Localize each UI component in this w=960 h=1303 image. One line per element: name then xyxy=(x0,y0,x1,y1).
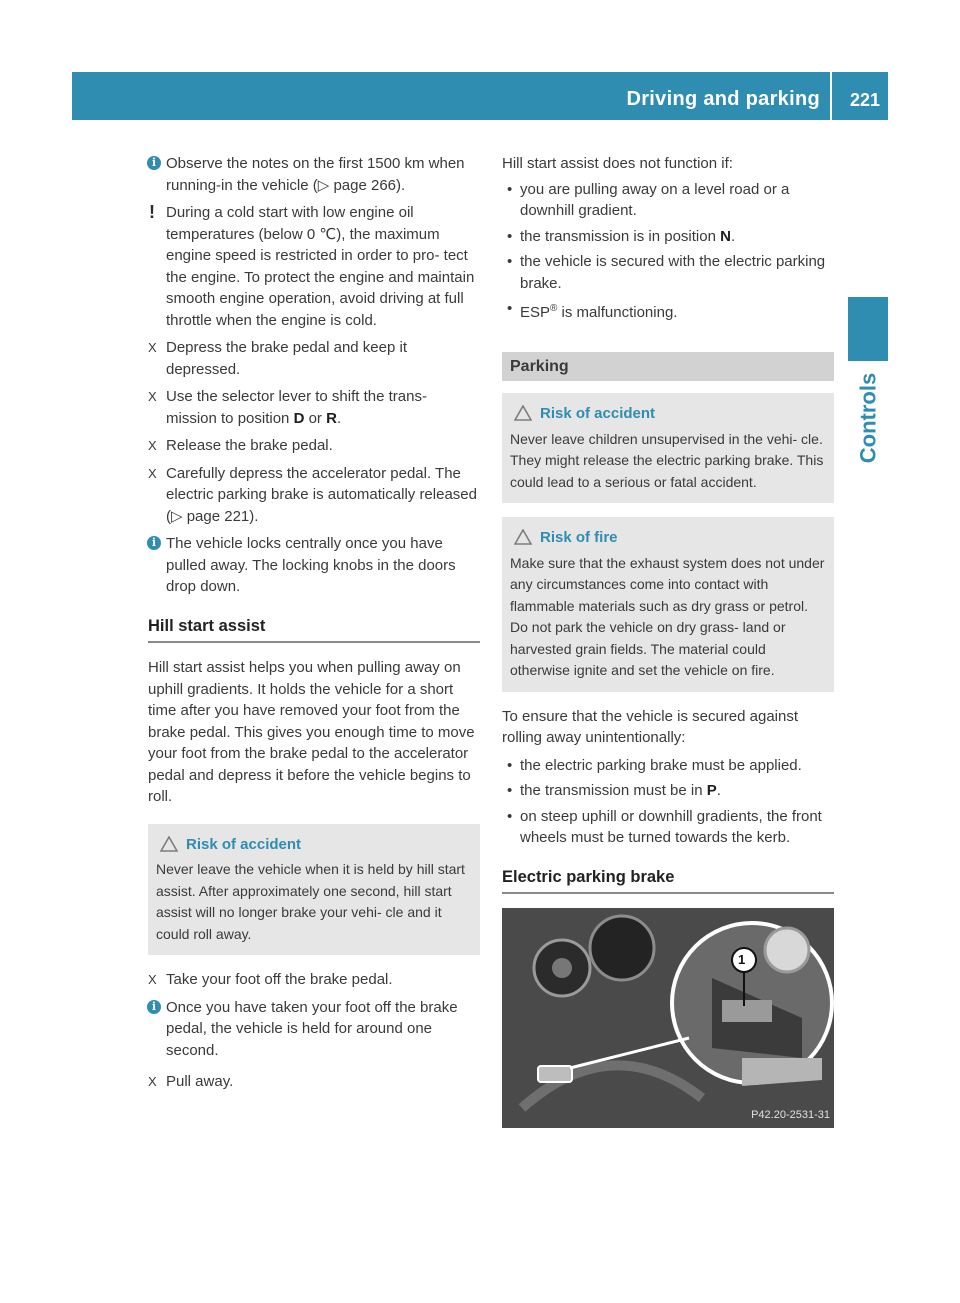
warning-box-parking-accident xyxy=(502,393,834,503)
caution-cold-start: ! During a cold start with low engine oil temperatures (below 0 ℃), the maximum engine speed is restricted in order to pro- tect the engine. To protect the engine and maintain smooth engine operation, avoid driving at full throttle when the engine is cold. xyxy=(149,202,475,329)
bullet-icon: • xyxy=(507,180,513,198)
arrow-right-icon: X xyxy=(148,1074,157,1089)
arrow-right-icon: X xyxy=(148,389,157,404)
gear-d: D xyxy=(293,409,305,427)
step-foot-off-brake: X Take your foot off the brake pedal. xyxy=(148,969,480,991)
warning-triangle-icon xyxy=(160,836,178,852)
heading-hill-start-assist: Hill start assist xyxy=(148,616,480,644)
bullet-icon: • xyxy=(507,300,513,317)
warning-text: Make sure that the exhaust system does not under any circumstances come into contact with flammable materials such as dry grass or petrol. Do not park the vehicle on dry grass- land or harvested grain fields. The material could otherwise ignite and set the vehicle on fire. xyxy=(510,554,825,678)
list-item: • the vehicle is secured with the electric parking brake. xyxy=(507,253,826,292)
section-tab-label: Controls xyxy=(855,372,881,464)
arrow-right-icon: X xyxy=(148,340,157,355)
hill-limits-intro: Hill start assist does not function if: xyxy=(502,155,733,172)
heading-electric-parking-brake: Electric parking brake xyxy=(502,867,834,895)
gear-r: R xyxy=(326,409,337,427)
note-held-one-second: i Once you have taken your foot off the brake pedal, the vehicle is held for around one second. xyxy=(148,997,480,1062)
left-column xyxy=(148,153,480,1099)
step-pull-away: X Pull away. xyxy=(148,1071,480,1093)
secure-intro: To ensure that the vehicle is secured against rolling away unintentionally: xyxy=(502,707,799,746)
info-icon: i xyxy=(147,1000,161,1014)
warning-title: Risk of accident xyxy=(540,405,656,422)
arrow-right-icon: X xyxy=(148,465,157,481)
note-central-locking: i The vehicle locks centrally once you have pulled away. The locking knobs in the doors drop down. xyxy=(148,533,480,598)
bullet-icon: • xyxy=(507,807,513,825)
warning-triangle-icon xyxy=(514,405,532,421)
step-accelerate: X Carefully depress the accelerator pedal. The electric parking brake is automatically released (▷ page 221). xyxy=(148,464,477,525)
list-item: • on steep uphill or downhill gradients, the front wheels must be turned towards the kerb. xyxy=(507,807,822,846)
hill-start-paragraph: Hill start assist helps you when pulling away on uphill gradients. It holds the vehicle for a short time after you have removed your foot from the brake pedal. This gives you enough time to move your foot from the brake pedal to the accelerator pedal and depress it before the vehicle begins to roll. xyxy=(148,659,475,805)
warning-text: Never leave the vehicle when it is held by hill start assist. After approximately one second, hill start assist will no longer brake your vehi- cle and it could roll away. xyxy=(156,861,465,942)
warning-triangle-icon xyxy=(514,529,532,545)
warning-box-fire xyxy=(502,517,834,692)
section-tab[interactable] xyxy=(848,297,888,361)
warning-text: Never leave children unsupervised in the vehi- cle. They might release the electric parking brake. This could lead to a serious or fatal accident. xyxy=(510,430,824,490)
list-item: • ESP® is malfunctioning. xyxy=(507,300,678,321)
arrow-right-icon: X xyxy=(148,972,157,987)
cockpit-illustration xyxy=(502,908,834,1128)
bullet-icon: • xyxy=(507,782,513,799)
header-divider xyxy=(830,72,832,120)
step-depress-brake: X Depress the brake pedal and keep it depressed. xyxy=(148,339,407,378)
page-header xyxy=(72,72,888,120)
page-number: 221 xyxy=(849,90,880,110)
list-item: • the transmission is in position N. xyxy=(502,226,834,248)
chapter-title: Driving and parking xyxy=(626,88,820,110)
warning-box-hill-accident xyxy=(148,824,480,956)
step-shift-lever: X Use the selector lever to shift the trans- mission to position D or R. xyxy=(148,388,427,427)
list-item: • the electric parking brake must be applied. xyxy=(502,755,834,777)
bullet-icon: • xyxy=(507,253,513,270)
bullet-icon: • xyxy=(507,227,513,245)
figure-code: P42.20-2531-31 xyxy=(751,1108,830,1121)
step-release-brake: X Release the brake pedal. xyxy=(148,435,480,457)
list-item: • you are pulling away on a level road or a downhill gradient. xyxy=(507,180,790,219)
figure-callout-number: 1 xyxy=(738,952,746,967)
info-icon: i xyxy=(147,536,161,550)
bullet-icon: • xyxy=(507,756,513,774)
warning-title: Risk of fire xyxy=(540,529,618,546)
heading-parking: Parking xyxy=(502,352,834,382)
parking-brake-figure xyxy=(502,908,834,1128)
exclamation-icon: ! xyxy=(149,202,155,222)
right-column xyxy=(502,153,834,1128)
info-icon: i xyxy=(147,156,161,170)
warning-title: Risk of accident xyxy=(186,835,302,853)
list-item: • the transmission must be in P. xyxy=(502,780,834,802)
note-running-in: i Observe the notes on the first 1500 km when running-in the vehicle (▷ page 266). xyxy=(148,153,480,196)
arrow-right-icon: X xyxy=(148,438,157,453)
